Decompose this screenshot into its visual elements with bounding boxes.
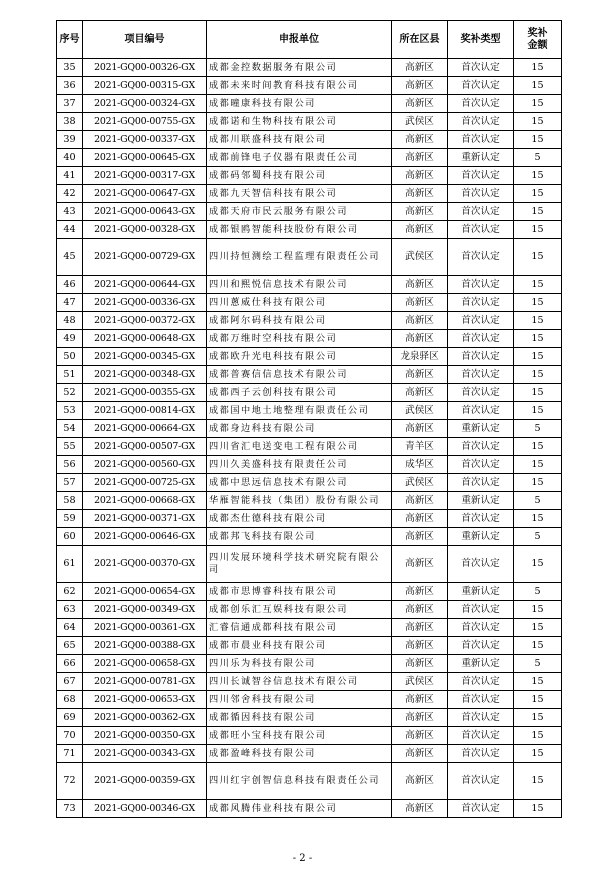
seq-cell: 47: [57, 294, 83, 312]
award-amount-cell: 5: [514, 583, 562, 601]
award-amount-cell: 15: [514, 601, 562, 619]
project-code-cell: 2021-GQ00-00648-GX: [83, 330, 207, 348]
award-type-cell: 重新认定: [448, 420, 514, 438]
table-row: [57, 77, 562, 95]
award-amount-cell: 15: [514, 727, 562, 745]
award-type-cell: 重新认定: [448, 528, 514, 546]
award-amount-cell: 15: [514, 59, 562, 77]
seq-cell: 40: [57, 149, 83, 167]
award-type-cell: 首次认定: [448, 546, 514, 583]
project-code-cell: 2021-GQ00-00560-GX: [83, 456, 207, 474]
project-code-cell: 2021-GQ00-00755-GX: [83, 113, 207, 131]
applicant-unit-cell: 成都普赛信信息技术有限公司: [207, 366, 392, 384]
award-amount-cell: 15: [514, 402, 562, 420]
applicant-unit-cell: 成都旺小宝科技有限公司: [207, 727, 392, 745]
applicant-unit-cell: 成都身边科技有限公司: [207, 420, 392, 438]
project-code-cell: 2021-GQ00-00643-GX: [83, 203, 207, 221]
award-type-cell: 首次认定: [448, 77, 514, 95]
award-amount-cell: 15: [514, 167, 562, 185]
district-cell: 高新区: [392, 59, 448, 77]
award-amount-cell: 15: [514, 77, 562, 95]
applicant-unit-cell: 成都银鸥智能科技股份有限公司: [207, 221, 392, 239]
award-type-cell: 重新认定: [448, 583, 514, 601]
applicant-unit-cell: 成都万维时空科技有限公司: [207, 330, 392, 348]
district-cell: 高新区: [392, 167, 448, 185]
award-amount-cell: 15: [514, 546, 562, 583]
project-code-cell: 2021-GQ00-00644-GX: [83, 276, 207, 294]
table-row: [57, 456, 562, 474]
table-row: [57, 330, 562, 348]
seq-cell: 63: [57, 601, 83, 619]
award-type-cell: 首次认定: [448, 131, 514, 149]
table-row: [57, 402, 562, 420]
project-code-cell: 2021-GQ00-00336-GX: [83, 294, 207, 312]
applicant-unit-cell: 四川久美盛科技有限责任公司: [207, 456, 392, 474]
table-row: [57, 203, 562, 221]
seq-cell: 50: [57, 348, 83, 366]
district-cell: 高新区: [392, 384, 448, 402]
project-code-cell: 2021-GQ00-00729-GX: [83, 239, 207, 276]
applicant-unit-cell: 成都邦飞科技有限公司: [207, 528, 392, 546]
applicant-unit-cell: 成都国中地土地整理有限责任公司: [207, 402, 392, 420]
header-award-amount: [514, 21, 562, 59]
award-amount-cell: 5: [514, 528, 562, 546]
award-amount-cell: 15: [514, 330, 562, 348]
seq-cell: 51: [57, 366, 83, 384]
award-amount-cell: 15: [514, 131, 562, 149]
seq-cell: 44: [57, 221, 83, 239]
award-type-cell: 首次认定: [448, 763, 514, 800]
project-code-cell: 2021-GQ00-00646-GX: [83, 528, 207, 546]
applicant-unit-cell: 成都西子云创科技有限公司: [207, 384, 392, 402]
award-type-cell: 首次认定: [448, 276, 514, 294]
applicant-unit-cell: 成都中思远信息技术有限公司: [207, 474, 392, 492]
applicant-unit-cell: 成都市思博睿科技有限公司: [207, 583, 392, 601]
applicant-unit-cell: 成都码邻蜀科技有限公司: [207, 167, 392, 185]
award-amount-cell: 15: [514, 185, 562, 203]
table-row: [57, 745, 562, 763]
seq-cell: 67: [57, 673, 83, 691]
award-amount-cell: 15: [514, 95, 562, 113]
table-row: [57, 619, 562, 637]
seq-cell: 72: [57, 763, 83, 800]
table-row: [57, 691, 562, 709]
applicant-unit-cell: 成都市晨业科技有限公司: [207, 637, 392, 655]
applicant-unit-cell: 华雁智能科技（集团）股份有限公司: [207, 492, 392, 510]
award-type-cell: 首次认定: [448, 384, 514, 402]
award-type-cell: 首次认定: [448, 456, 514, 474]
district-cell: 高新区: [392, 185, 448, 203]
table-row: [57, 384, 562, 402]
district-cell: 高新区: [392, 637, 448, 655]
district-cell: 高新区: [392, 492, 448, 510]
district-cell: 高新区: [392, 149, 448, 167]
project-code-cell: 2021-GQ00-00317-GX: [83, 167, 207, 185]
award-amount-cell: 15: [514, 763, 562, 800]
seq-cell: 36: [57, 77, 83, 95]
award-type-cell: 首次认定: [448, 239, 514, 276]
district-cell: 高新区: [392, 330, 448, 348]
table-body: [57, 59, 562, 818]
district-cell: 高新区: [392, 727, 448, 745]
table-row: [57, 528, 562, 546]
district-cell: 高新区: [392, 221, 448, 239]
table-row: [57, 276, 562, 294]
table-row: [57, 221, 562, 239]
project-code-cell: 2021-GQ00-00725-GX: [83, 474, 207, 492]
header-project-code: 项目编号: [83, 21, 207, 59]
applicant-unit-cell: 成都川联盛科技有限公司: [207, 131, 392, 149]
project-code-cell: 2021-GQ00-00647-GX: [83, 185, 207, 203]
seq-cell: 55: [57, 438, 83, 456]
project-code-cell: 2021-GQ00-00350-GX: [83, 727, 207, 745]
seq-cell: 43: [57, 203, 83, 221]
award-amount-cell: 15: [514, 691, 562, 709]
applicant-unit-cell: 成都未来时间教育科技有限公司: [207, 77, 392, 95]
table-row: [57, 149, 562, 167]
applicant-unit-cell: 成都创乐汇互娱科技有限公司: [207, 601, 392, 619]
award-type-cell: 首次认定: [448, 312, 514, 330]
applicant-unit-cell: 汇睿信通成都科技有限公司: [207, 619, 392, 637]
district-cell: 高新区: [392, 546, 448, 583]
district-cell: 高新区: [392, 366, 448, 384]
award-list-table: [56, 20, 562, 818]
award-type-cell: 重新认定: [448, 492, 514, 510]
applicant-unit-cell: 成都金控数据服务有限公司: [207, 59, 392, 77]
district-cell: 武侯区: [392, 673, 448, 691]
seq-cell: 42: [57, 185, 83, 203]
award-type-cell: 首次认定: [448, 438, 514, 456]
seq-cell: 71: [57, 745, 83, 763]
award-amount-cell: 15: [514, 312, 562, 330]
award-type-cell: 首次认定: [448, 95, 514, 113]
project-code-cell: 2021-GQ00-00346-GX: [83, 800, 207, 818]
district-cell: 高新区: [392, 528, 448, 546]
project-code-cell: 2021-GQ00-00654-GX: [83, 583, 207, 601]
district-cell: 高新区: [392, 312, 448, 330]
applicant-unit-cell: 四川省汇电送变电工程有限公司: [207, 438, 392, 456]
district-cell: 武侯区: [392, 239, 448, 276]
table-row: [57, 294, 562, 312]
district-cell: 高新区: [392, 294, 448, 312]
header-award-amount-line2: 金额: [527, 39, 548, 51]
table-row: [57, 366, 562, 384]
district-cell: 高新区: [392, 745, 448, 763]
applicant-unit-cell: 四川发展环境科学技术研究院有限公司: [207, 546, 392, 583]
applicant-unit-cell: 成都阿尔码科技有限公司: [207, 312, 392, 330]
district-cell: 高新区: [392, 131, 448, 149]
applicant-unit-cell: 四川持恒测绘工程监理有限责任公司: [207, 239, 392, 276]
award-amount-cell: 15: [514, 619, 562, 637]
project-code-cell: 2021-GQ00-00668-GX: [83, 492, 207, 510]
award-amount-cell: 15: [514, 221, 562, 239]
applicant-unit-cell: 成都循因科技有限公司: [207, 709, 392, 727]
seq-cell: 46: [57, 276, 83, 294]
header-district: 所在区县: [392, 21, 448, 59]
seq-cell: 68: [57, 691, 83, 709]
table-row: [57, 727, 562, 745]
seq-cell: 69: [57, 709, 83, 727]
project-code-cell: 2021-GQ00-00337-GX: [83, 131, 207, 149]
applicant-unit-cell: 四川邻舍科技有限公司: [207, 691, 392, 709]
seq-cell: 58: [57, 492, 83, 510]
table-row: [57, 800, 562, 818]
district-cell: 武侯区: [392, 402, 448, 420]
award-type-cell: 重新认定: [448, 655, 514, 673]
award-amount-cell: 15: [514, 510, 562, 528]
page-number: - 2 -: [292, 853, 313, 864]
seq-cell: 41: [57, 167, 83, 185]
award-amount-cell: 15: [514, 673, 562, 691]
seq-cell: 57: [57, 474, 83, 492]
header-applicant-unit: 申报单位: [207, 21, 392, 59]
table-row: [57, 510, 562, 528]
applicant-unit-cell: 成都盈峰科技有限公司: [207, 745, 392, 763]
award-amount-cell: 15: [514, 384, 562, 402]
district-cell: 高新区: [392, 763, 448, 800]
project-code-cell: 2021-GQ00-00781-GX: [83, 673, 207, 691]
table-row: [57, 546, 562, 583]
award-amount-cell: 5: [514, 492, 562, 510]
award-type-cell: 首次认定: [448, 709, 514, 727]
table-row: [57, 312, 562, 330]
table-row: [57, 348, 562, 366]
project-code-cell: 2021-GQ00-00371-GX: [83, 510, 207, 528]
table-row: [57, 95, 562, 113]
award-type-cell: 首次认定: [448, 601, 514, 619]
district-cell: 高新区: [392, 95, 448, 113]
project-code-cell: 2021-GQ00-00653-GX: [83, 691, 207, 709]
applicant-unit-cell: 四川红宇创智信息科技有限责任公司: [207, 763, 392, 800]
applicant-unit-cell: 成都九天智信科技有限公司: [207, 185, 392, 203]
award-type-cell: 首次认定: [448, 474, 514, 492]
award-type-cell: 首次认定: [448, 745, 514, 763]
award-amount-cell: 15: [514, 438, 562, 456]
project-code-cell: 2021-GQ00-00345-GX: [83, 348, 207, 366]
header-seq: 序号: [57, 21, 83, 59]
table-row: [57, 709, 562, 727]
table-row: [57, 655, 562, 673]
table-row: [57, 763, 562, 800]
award-type-cell: 首次认定: [448, 637, 514, 655]
district-cell: 高新区: [392, 691, 448, 709]
project-code-cell: 2021-GQ00-00359-GX: [83, 763, 207, 800]
project-code-cell: 2021-GQ00-00355-GX: [83, 384, 207, 402]
award-type-cell: 首次认定: [448, 619, 514, 637]
award-type-cell: 首次认定: [448, 203, 514, 221]
award-amount-cell: 15: [514, 456, 562, 474]
project-code-cell: 2021-GQ00-00370-GX: [83, 546, 207, 583]
applicant-unit-cell: 成都曈康科技有限公司: [207, 95, 392, 113]
award-type-cell: 重新认定: [448, 149, 514, 167]
header-award-amount-line1: 奖补: [527, 27, 548, 39]
applicant-unit-cell: 四川和熙悦信息技术有限公司: [207, 276, 392, 294]
award-amount-cell: 15: [514, 709, 562, 727]
award-type-cell: 首次认定: [448, 330, 514, 348]
district-cell: 高新区: [392, 276, 448, 294]
project-code-cell: 2021-GQ00-00362-GX: [83, 709, 207, 727]
award-type-cell: 首次认定: [448, 727, 514, 745]
award-amount-cell: 15: [514, 800, 562, 818]
applicant-unit-cell: 四川乐为科技有限公司: [207, 655, 392, 673]
seq-cell: 49: [57, 330, 83, 348]
seq-cell: 65: [57, 637, 83, 655]
applicant-unit-cell: 四川长诚智谷信息技术有限公司: [207, 673, 392, 691]
award-amount-cell: 15: [514, 239, 562, 276]
district-cell: 高新区: [392, 420, 448, 438]
seq-cell: 54: [57, 420, 83, 438]
table-row: [57, 113, 562, 131]
district-cell: 高新区: [392, 203, 448, 221]
award-type-cell: 首次认定: [448, 185, 514, 203]
seq-cell: 39: [57, 131, 83, 149]
project-code-cell: 2021-GQ00-00361-GX: [83, 619, 207, 637]
award-amount-cell: 5: [514, 420, 562, 438]
award-amount-cell: 15: [514, 474, 562, 492]
applicant-unit-cell: 成都欧升光电科技有限公司: [207, 348, 392, 366]
seq-cell: 66: [57, 655, 83, 673]
award-type-cell: 首次认定: [448, 113, 514, 131]
district-cell: 高新区: [392, 709, 448, 727]
project-code-cell: 2021-GQ00-00315-GX: [83, 77, 207, 95]
seq-cell: 48: [57, 312, 83, 330]
table-row: [57, 583, 562, 601]
award-amount-cell: 15: [514, 113, 562, 131]
table-row: [57, 601, 562, 619]
table-row: [57, 492, 562, 510]
award-type-cell: 首次认定: [448, 167, 514, 185]
award-amount-cell: 5: [514, 149, 562, 167]
table-row: [57, 673, 562, 691]
award-type-cell: 首次认定: [448, 800, 514, 818]
applicant-unit-cell: 成都风腾伟业科技有限公司: [207, 800, 392, 818]
award-type-cell: 首次认定: [448, 402, 514, 420]
seq-cell: 45: [57, 239, 83, 276]
seq-cell: 60: [57, 528, 83, 546]
seq-cell: 38: [57, 113, 83, 131]
project-code-cell: 2021-GQ00-00324-GX: [83, 95, 207, 113]
seq-cell: 53: [57, 402, 83, 420]
project-code-cell: 2021-GQ00-00507-GX: [83, 438, 207, 456]
award-type-cell: 首次认定: [448, 691, 514, 709]
award-amount-cell: 5: [514, 655, 562, 673]
table-row: [57, 167, 562, 185]
district-cell: 高新区: [392, 619, 448, 637]
project-code-cell: 2021-GQ00-00343-GX: [83, 745, 207, 763]
applicant-unit-cell: 四川蔥威仕科技有限公司: [207, 294, 392, 312]
district-cell: 青羊区: [392, 438, 448, 456]
seq-cell: 56: [57, 456, 83, 474]
award-type-cell: 首次认定: [448, 59, 514, 77]
seq-cell: 52: [57, 384, 83, 402]
project-code-cell: 2021-GQ00-00664-GX: [83, 420, 207, 438]
header-award-type: 奖补类型: [448, 21, 514, 59]
district-cell: 武侯区: [392, 113, 448, 131]
project-code-cell: 2021-GQ00-00658-GX: [83, 655, 207, 673]
project-code-cell: 2021-GQ00-00349-GX: [83, 601, 207, 619]
seq-cell: 70: [57, 727, 83, 745]
seq-cell: 59: [57, 510, 83, 528]
district-cell: 武侯区: [392, 474, 448, 492]
table-row: [57, 239, 562, 276]
district-cell: 龙泉驿区: [392, 348, 448, 366]
seq-cell: 62: [57, 583, 83, 601]
table-row: [57, 185, 562, 203]
district-cell: 高新区: [392, 601, 448, 619]
table-row: [57, 59, 562, 77]
applicant-unit-cell: 成都天府市民云服务有限公司: [207, 203, 392, 221]
award-type-cell: 首次认定: [448, 366, 514, 384]
project-code-cell: 2021-GQ00-00328-GX: [83, 221, 207, 239]
table-row: [57, 474, 562, 492]
award-type-cell: 首次认定: [448, 673, 514, 691]
seq-cell: 35: [57, 59, 83, 77]
district-cell: 高新区: [392, 77, 448, 95]
table-header-row: [57, 21, 562, 59]
seq-cell: 61: [57, 546, 83, 583]
table-row: [57, 420, 562, 438]
project-code-cell: 2021-GQ00-00326-GX: [83, 59, 207, 77]
award-amount-cell: 15: [514, 294, 562, 312]
district-cell: 高新区: [392, 510, 448, 528]
district-cell: 成华区: [392, 456, 448, 474]
project-code-cell: 2021-GQ00-00372-GX: [83, 312, 207, 330]
award-amount-cell: 15: [514, 637, 562, 655]
table-row: [57, 131, 562, 149]
seq-cell: 37: [57, 95, 83, 113]
award-amount-cell: 15: [514, 348, 562, 366]
award-type-cell: 首次认定: [448, 510, 514, 528]
award-type-cell: 首次认定: [448, 221, 514, 239]
table-row: [57, 637, 562, 655]
award-amount-cell: 15: [514, 745, 562, 763]
project-code-cell: 2021-GQ00-00645-GX: [83, 149, 207, 167]
applicant-unit-cell: 成都诺和生物科技有限公司: [207, 113, 392, 131]
project-code-cell: 2021-GQ00-00814-GX: [83, 402, 207, 420]
award-amount-cell: 15: [514, 366, 562, 384]
award-amount-cell: 15: [514, 203, 562, 221]
award-type-cell: 首次认定: [448, 348, 514, 366]
district-cell: 高新区: [392, 655, 448, 673]
award-amount-cell: 15: [514, 276, 562, 294]
project-code-cell: 2021-GQ00-00348-GX: [83, 366, 207, 384]
table-row: [57, 438, 562, 456]
seq-cell: 64: [57, 619, 83, 637]
applicant-unit-cell: 成都前锋电子仪器有限责任公司: [207, 149, 392, 167]
award-type-cell: 首次认定: [448, 294, 514, 312]
project-code-cell: 2021-GQ00-00388-GX: [83, 637, 207, 655]
district-cell: 高新区: [392, 583, 448, 601]
district-cell: 高新区: [392, 800, 448, 818]
applicant-unit-cell: 成都杰仕德科技有限公司: [207, 510, 392, 528]
seq-cell: 73: [57, 800, 83, 818]
